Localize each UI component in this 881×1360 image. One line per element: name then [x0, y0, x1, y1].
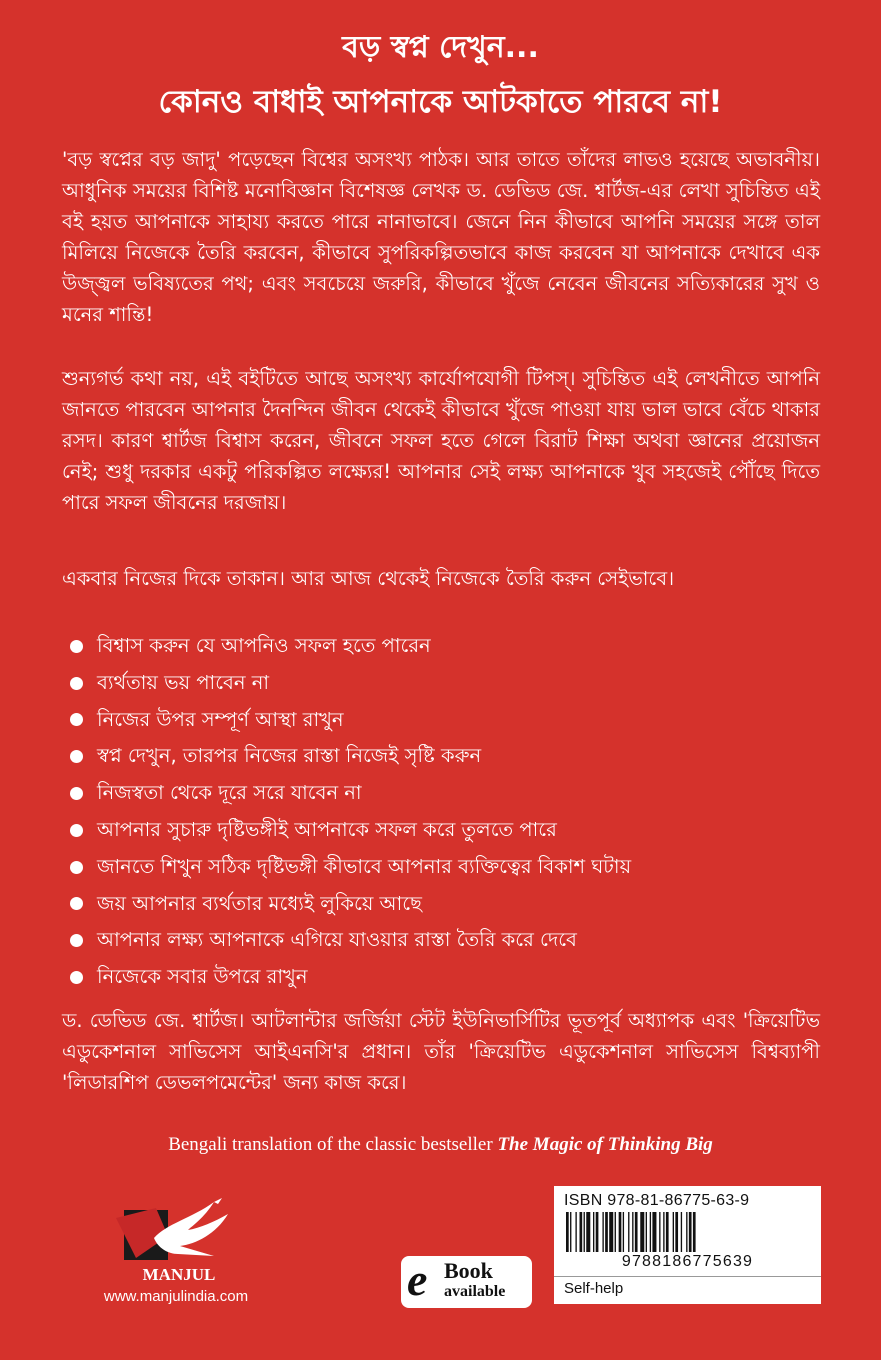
author-bio: ড. ডেভিড জে. শ্বার্টজ। আটলান্টার জর্জিয়া স্টেট ইউনিভার্সিটির ভূতপূর্ব অধ্যাপক এবং 'ক্রিয়েটিভ এডুকেশনাল সাভিসেস আইএনসি'র প্রধান। তাঁর 'ক্রিয়েটিভ এডুকেশনাল সাভিসেস বিশ্বব্যাপী 'লিডারশিপ ডেভলপমেন্টের' জন্য কাজ করে।: [62, 1009, 820, 1094]
tips-paragraph: শুন্যগর্ভ কথা নয়, এই বইটিতে আছে অসংখ্য কার্যোপযোগী টিপস্। সুচিন্তিত এই লেখনীতে আপনি জানতে পারবেন আপনার দৈনন্দিন জীবন থেকেই কীভাবে খুঁজে পাওয়া যায় ভাল ভাবে বেঁচে থাকার রসদ। কারণ শ্বার্টজ বিশ্বাস করেন, জীবনে সফল হতে গেলে বিরাট শিক্ষা অথবা জ্ঞানের প্রয়োজন নেই; শুধু দরকার একটু পরিকল্পিত লক্ষ্যের! আপনার সেই লক্ষ্য আপনাকে খুব সহজেই পৌঁছে দিতে পারে সফল জীবনের দরজায়।: [62, 367, 820, 514]
bullet-icon: [70, 971, 83, 984]
barcode-bar: [570, 1212, 571, 1252]
list-item: [62, 886, 822, 923]
barcode-bar: [640, 1212, 644, 1252]
ebook-badge: [401, 1256, 532, 1308]
barcode-bar: [675, 1212, 678, 1252]
bullet-text: বিশ্বাস করুন যে আপনিও সফল হতে পারেন: [97, 634, 431, 657]
barcode-bar: [566, 1212, 569, 1252]
barcode-bar: [596, 1212, 599, 1252]
list-item: [62, 959, 822, 996]
publisher-website[interactable]: www.manjulindia.com: [103, 1288, 249, 1305]
bullet-text: ব্যর্থতায় ভয় পাবেন না: [97, 670, 270, 694]
translation-note: [0, 1134, 881, 1156]
intro-paragraph: 'বড় স্বপ্নের বড় জাদু' পড়েছেন বিশ্বের অসংখ্য পাঠক। আর তাতে তাঁদের লাভও হয়েছে অভাবনীয়। আধুনিক সময়ের বিশিষ্ট মনোবিজ্ঞান বিশেষজ্ঞ লেখক ড. ডেভিড জে. শ্বার্টজ-এর লেখা সুচিন্তিত এই বই হয়ত আপনাকে সাহায্য করতে পারে নানাভাবে। জেনে নিন কীভাবে আপনি সময়ের সঙ্গে তাল মিলিয়ে নিজেকে তৈরি করবেন, কীভাবে সুপরিকল্পিতভাবে কাজ করবেন যা আপনাকে দেখাবে এক উজ্জ্বল ভবিষ্যতের পথ; এবং সবচেয়ে জরুরি, কীভাবে খুঁজে নেবেন জীবনের সত্যিকারের সুখ ও মনের শান্তি!: [62, 148, 820, 326]
bullet-icon: [70, 861, 83, 874]
call-to-action: একবার নিজের দিকে তাকান। আর আজ থেকেই নিজেকে তৈরি করুন সেইভাবে।: [62, 567, 675, 590]
barcode-bar: [659, 1212, 660, 1252]
bullet-text: জয় আপনার ব্যর্থতার মধ্যেই লুকিয়ে আছে: [97, 891, 422, 915]
bullet-icon: [70, 713, 83, 726]
barcode-bar: [663, 1212, 664, 1252]
translation-prefix: Bengali translation of the classic bestseller: [168, 1134, 493, 1155]
bullet-icon: [70, 787, 83, 800]
list-item: [62, 849, 822, 886]
bullet-text: আপনার লক্ষ্য আপনাকে এগিয়ে যাওয়ার রাস্তা তৈরি করে দেবে: [97, 928, 577, 952]
bullet-icon: [70, 677, 83, 690]
barcode-bar: [693, 1212, 696, 1252]
barcode-bar: [586, 1212, 590, 1252]
barcode-bar: [584, 1212, 585, 1252]
barcode-bar: [575, 1212, 576, 1252]
barcode-bar: [605, 1212, 608, 1252]
publisher-brand: MANJUL: [142, 1265, 216, 1284]
ebook-available: available: [444, 1283, 506, 1300]
bullet-text: নিজস্বতা থেকে দূরে সরে যাবেন না: [97, 781, 362, 805]
barcode-bar: [666, 1212, 669, 1252]
bullet-list: [62, 628, 822, 996]
list-item: [62, 702, 822, 739]
barcode-bar: [689, 1212, 692, 1252]
bullet-icon: [70, 824, 83, 837]
list-item: [62, 628, 822, 665]
isbn-barcode-box: [554, 1186, 821, 1304]
barcode-bar: [623, 1212, 624, 1252]
bullet-text: আপনার সুচারু দৃষ্টিভঙ্গীই আপনাকে সফল করে তুলতে পারে: [97, 817, 557, 841]
headline-line-1: বড় স্বপ্ন দেখুন...: [342, 30, 539, 65]
barcode-bar: [681, 1212, 682, 1252]
barcode-number: 9788186775639: [621, 1253, 754, 1270]
bullet-text: নিজেকে সবার উপরে রাখুন: [97, 965, 308, 989]
original-title: The Magic of Thinking Big: [497, 1134, 713, 1155]
barcode-bar: [646, 1212, 647, 1252]
barcode-bar: [673, 1212, 674, 1252]
ebook-letter: e: [407, 1254, 428, 1305]
bullet-icon: [70, 640, 83, 653]
bullet-icon: [70, 750, 83, 763]
barcode-bar: [609, 1212, 613, 1252]
bullet-icon: [70, 897, 83, 910]
list-item: [62, 665, 822, 702]
barcode-divider: [554, 1276, 821, 1277]
list-item: [62, 812, 822, 849]
barcode-bar: [593, 1212, 594, 1252]
barcode-icon: [564, 1212, 811, 1252]
ebook-word: Book: [444, 1258, 493, 1283]
barcode-bar: [650, 1212, 651, 1252]
bullet-icon: [70, 934, 83, 947]
list-item: [62, 738, 822, 775]
barcode-bar: [628, 1212, 629, 1252]
barcode-bar: [615, 1212, 616, 1252]
list-item: [62, 775, 822, 812]
barcode-bar: [652, 1212, 656, 1252]
barcode-bar: [580, 1212, 583, 1252]
bullet-text: জানতে শিখুন সঠিক দৃষ্টিভঙ্গী কীভাবে আপনার ব্যক্তিত্বের বিকাশ ঘটায়: [97, 854, 632, 878]
category-label: Self-help: [564, 1280, 624, 1297]
barcode-bar: [632, 1212, 633, 1252]
barcode-bar: [686, 1212, 687, 1252]
goose-logo-icon: [96, 1196, 246, 1266]
headline-line-2: কোনও বাধাই আপনাকে আটকাতে পারবে না!: [158, 84, 723, 120]
barcode-bar: [619, 1212, 622, 1252]
bullet-text: স্বপ্ন দেখুন, তারপর নিজের রাস্তা নিজেই সৃষ্টি করুন: [97, 744, 482, 768]
isbn-text: ISBN 978-81-86775-63-9: [564, 1192, 750, 1209]
list-item: [62, 922, 822, 959]
barcode-bar: [635, 1212, 638, 1252]
barcode-bar: [602, 1212, 603, 1252]
bullet-text: নিজের উপর সম্পূর্ণ আস্থা রাখুন: [97, 707, 344, 731]
